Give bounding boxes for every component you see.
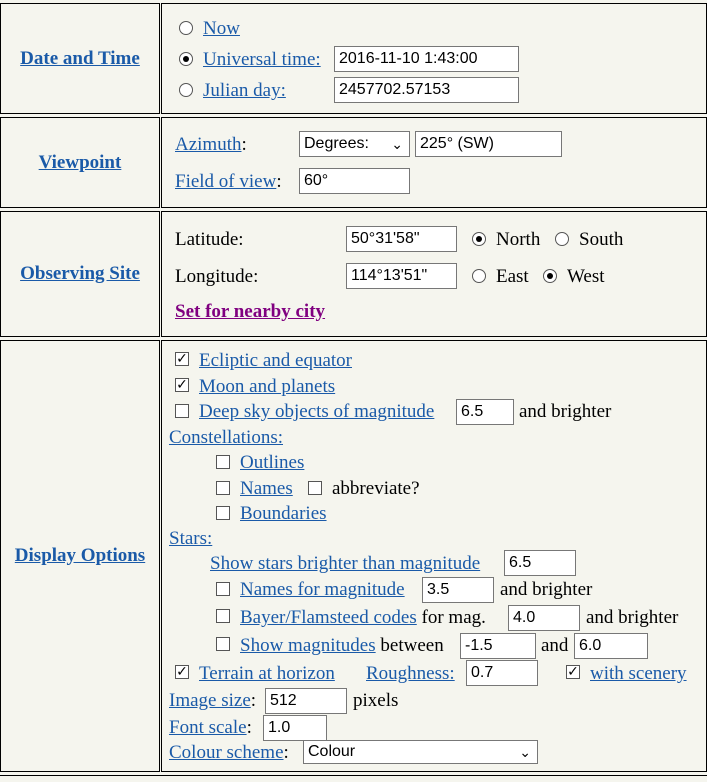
latitude-input[interactable]: 50°31'58" xyxy=(346,226,457,252)
stars-link[interactable]: Stars: xyxy=(169,528,213,549)
azimuth-colon: : xyxy=(241,134,247,155)
font-scale-input[interactable]: 1.0 xyxy=(263,715,327,741)
colour-scheme-value: Colour xyxy=(308,743,356,760)
abbreviate-checkbox[interactable] xyxy=(308,481,322,495)
universal-time-radio[interactable] xyxy=(179,52,193,66)
north-radio[interactable] xyxy=(472,232,486,246)
south-label: South xyxy=(579,229,624,250)
deep-sky-checkbox[interactable] xyxy=(175,404,189,418)
display-options-link[interactable]: Display Options xyxy=(14,545,146,566)
show-magnitudes-checkbox[interactable] xyxy=(216,637,230,651)
star-names-magnitude-input[interactable]: 3.5 xyxy=(422,577,494,603)
magnitude-high-input[interactable]: 6.0 xyxy=(574,633,648,659)
show-magnitudes-row xyxy=(240,635,444,657)
roughness-input[interactable]: 0.7 xyxy=(466,660,538,686)
bayer-for-mag-label: for mag. xyxy=(421,607,486,628)
julian-day-input[interactable]: 2457702.57153 xyxy=(334,77,519,103)
fov-colon: : xyxy=(276,171,282,192)
date-time-link[interactable]: Date and Time xyxy=(20,47,140,69)
star-names-link[interactable]: Names for magnitude xyxy=(240,579,405,600)
east-radio[interactable] xyxy=(472,269,486,283)
boundaries-link[interactable]: Boundaries xyxy=(240,503,327,524)
roughness-link[interactable]: Roughness: xyxy=(366,663,455,684)
names-link[interactable]: Names xyxy=(240,478,293,499)
universal-time-link[interactable]: Universal time: xyxy=(203,49,321,70)
constellations-link[interactable]: Constellations: xyxy=(169,427,283,448)
observing-site-panel xyxy=(161,211,707,337)
image-size-row xyxy=(169,690,256,712)
south-radio[interactable] xyxy=(555,232,569,246)
julian-day-link[interactable]: Julian day: xyxy=(203,80,286,101)
ecliptic-checkbox[interactable]: ✓ xyxy=(176,351,188,367)
names-checkbox[interactable] xyxy=(216,481,230,495)
west-radio[interactable] xyxy=(543,269,557,283)
font-scale-row xyxy=(169,717,252,739)
west-label: West xyxy=(567,266,605,287)
colour-scheme-row xyxy=(169,742,289,764)
chevron-down-icon: ⌄ xyxy=(391,136,403,152)
magnitude-low-input[interactable]: -1.5 xyxy=(460,633,536,659)
ecliptic-link[interactable]: Ecliptic and equator xyxy=(199,350,352,371)
bayer-brighter-label: and brighter xyxy=(586,607,679,628)
pixels-label: pixels xyxy=(353,690,399,711)
nearby-city-link[interactable]: Set for nearby city xyxy=(175,301,326,322)
longitude-input[interactable]: 114°13'51" xyxy=(346,263,457,289)
now-link[interactable]: Now xyxy=(203,18,240,39)
bayer-row xyxy=(240,607,486,629)
observing-site-header xyxy=(0,211,160,337)
colour-scheme-select[interactable] xyxy=(303,740,538,764)
azimuth-input[interactable]: 225° (SW) xyxy=(415,131,562,157)
deep-sky-brighter-label: and brighter xyxy=(519,401,612,422)
fov-link[interactable]: Field of view xyxy=(175,171,277,192)
date-time-panel xyxy=(161,3,707,114)
now-radio[interactable] xyxy=(179,21,193,35)
bayer-magnitude-input[interactable]: 4.0 xyxy=(508,605,580,631)
colour-scheme-link[interactable]: Colour scheme xyxy=(169,742,284,763)
bayer-link[interactable]: Bayer/Flamsteed codes xyxy=(240,607,417,628)
north-label: North xyxy=(496,229,541,250)
fov-input[interactable]: 60° xyxy=(299,168,410,194)
latitude-label: Latitude: xyxy=(175,229,244,250)
boundaries-checkbox[interactable] xyxy=(216,506,230,520)
font-scale-colon: : xyxy=(246,717,252,738)
azimuth-unit-select[interactable] xyxy=(299,131,410,157)
terrain-link[interactable]: Terrain at horizon xyxy=(199,663,335,684)
julian-day-radio[interactable] xyxy=(179,83,193,97)
observing-site-link[interactable]: Observing Site xyxy=(20,263,140,284)
azimuth-link[interactable]: Azimuth xyxy=(175,134,242,155)
image-size-input[interactable]: 512 xyxy=(265,688,347,714)
scenery-checkbox[interactable]: ✓ xyxy=(567,664,579,680)
azimuth-label-row xyxy=(175,134,247,156)
show-stars-link[interactable]: Show stars brighter than magnitude xyxy=(210,553,481,574)
chevron-down-icon: ⌄ xyxy=(519,744,531,760)
display-options-header xyxy=(0,340,160,772)
scenery-link[interactable]: with scenery xyxy=(590,663,687,684)
universal-time-input[interactable]: 2016-11-10 1:43:00 xyxy=(334,46,519,72)
image-size-link[interactable]: Image size xyxy=(169,690,251,711)
star-names-checkbox[interactable] xyxy=(216,582,230,596)
outlines-checkbox[interactable] xyxy=(216,455,230,469)
deep-sky-magnitude-input[interactable]: 6.5 xyxy=(456,399,514,425)
deep-sky-link[interactable]: Deep sky objects of magnitude xyxy=(199,401,435,422)
image-size-colon: : xyxy=(250,690,257,711)
bayer-checkbox[interactable] xyxy=(216,609,230,623)
between-label: between xyxy=(380,635,444,656)
colour-scheme-colon: : xyxy=(283,742,289,763)
display-options-panel xyxy=(161,340,707,772)
outlines-link[interactable]: Outlines xyxy=(240,452,305,473)
east-label: East xyxy=(496,266,529,287)
abbreviate-label: abbreviate? xyxy=(332,478,420,499)
terrain-checkbox[interactable]: ✓ xyxy=(176,664,188,680)
fov-label-row xyxy=(175,171,282,193)
star-names-brighter-label: and brighter xyxy=(500,579,593,600)
moon-planets-link[interactable]: Moon and planets xyxy=(199,376,336,397)
longitude-label: Longitude: xyxy=(175,266,259,287)
star-magnitude-input[interactable]: 6.5 xyxy=(504,550,576,576)
and-label: and xyxy=(541,635,569,656)
font-scale-link[interactable]: Font scale xyxy=(169,717,247,738)
moon-planets-checkbox[interactable]: ✓ xyxy=(176,377,188,393)
azimuth-unit-value: Degrees: xyxy=(304,135,369,152)
viewpoint-link[interactable]: Viewpoint xyxy=(38,151,122,173)
date-time-header xyxy=(0,3,160,114)
show-magnitudes-link[interactable]: Show magnitudes xyxy=(240,635,376,656)
viewpoint-header xyxy=(0,117,160,208)
viewpoint-panel xyxy=(161,117,707,208)
